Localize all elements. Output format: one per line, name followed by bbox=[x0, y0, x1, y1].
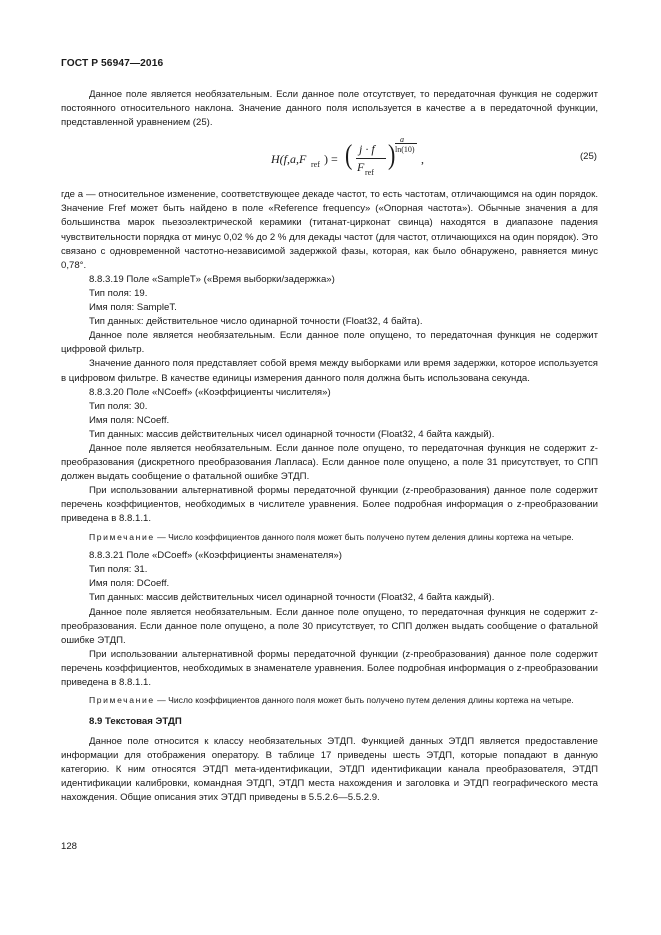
field-name: Имя поля: DCoeff. bbox=[89, 578, 170, 590]
paragraph: Данное поле является необязательным. Если данное поле опущено, то передаточная функция не содержит z-преобразования (дискретного преобразования Лапласа). Если данное поле опущено, а поле 31 присутствует, то СПП должен выдать сообщение о фатальной ошибке ЭТДП. bbox=[61, 442, 598, 483]
paragraph: Данное поле является необязательным. Если данное поле опущено, то передаточная функция не содержит цифровой фильтр. bbox=[61, 330, 598, 356]
paragraph: При использовании альтернативной формы передаточной функции (z-преобразования) данное поле содержит перечень коэффициентов, необходимых в знаменателе уравнения. Более подробная информация о z-преобразовании приведена в 8.8.1.1. bbox=[61, 648, 598, 688]
equation-25 bbox=[61, 130, 598, 188]
paragraph: При использовании альтернативной формы передаточной функции (z-преобразования) данное поле содержит перечень коэффициентов, необходимых в числителе уравнения. Более подробная информация о z-преобразовании приведена в 8.8.1.1. bbox=[61, 485, 598, 525]
paragraph: Значение данного поля представляет собой время между выборками или время задержки, которое используется в цифровом фильтре. В качестве единицы измерения данного поля должна быть использована секунда. bbox=[61, 358, 598, 384]
section-heading: 8.8.3.19 Поле «SampleT» («Время выборки/задержка») bbox=[89, 273, 335, 285]
data-type: Тип данных: массив действительных чисел одинарной точности (Float32, 4 байта каждый). bbox=[89, 428, 495, 440]
field-name: Имя поля: NCoeff. bbox=[89, 414, 170, 426]
fraction-denominator-subscript: ref bbox=[365, 168, 374, 178]
page-number: 128 bbox=[61, 841, 78, 852]
note-label: Примечание bbox=[89, 531, 155, 542]
page-body bbox=[61, 88, 598, 805]
paragraph: Данное поле относится к классу необязательных ЭТДП. Функцией данных ЭТДП является предоставление информации для отображения оператору. В таблице 17 приведены шесть ЭТДП, которые попадают в данную категорию. К ним относятся ЭТДП мета-идентификации, ЭТДП идентификации канала преобразователя, ЭТДП идентификации калибровки, командная ЭТДП, ЭТДП места нахождения и заголовка и ЭТДП географического места нахождения. Общие описания этих ЭТДП приведены в 5.5.2.6—5.5.2.9. bbox=[61, 735, 598, 804]
paragraph: Данное поле является необязательным. Если данное поле отсутствует, то передаточная функция не содержит постоянного относительного наклона. Значение данного поля используется в качестве a в передаточной функции, представленной уравнением (25). bbox=[61, 89, 598, 129]
section-heading: 8.8.3.21 Поле «DCoeff» («Коэффициенты знаменателя») bbox=[89, 550, 342, 562]
section-heading: 8.8.3.20 Поле «NCoeff» («Коэффициенты числителя») bbox=[89, 386, 331, 398]
fraction-numerator: j · f bbox=[359, 142, 375, 157]
field-type: Тип поля: 19. bbox=[89, 287, 148, 299]
data-type: Тип данных: массив действительных чисел одинарной точности (Float32, 4 байта каждый). bbox=[89, 592, 495, 604]
exponent-numerator: a bbox=[400, 135, 404, 145]
exponent-denominator: ln(10) bbox=[395, 145, 415, 155]
note bbox=[61, 531, 598, 544]
note-text: — Число коэффициентов данного поля может быть получено путем деления длины кортежа на четыре. bbox=[154, 695, 574, 706]
field-name: Имя поля: SampleT. bbox=[89, 302, 177, 314]
field-type: Тип поля: 30. bbox=[89, 400, 148, 412]
document-header: ГОСТ Р 56947—2016 bbox=[61, 58, 164, 69]
equation-lhs-subscript: ref bbox=[311, 160, 320, 170]
paragraph: где a — относительное изменение, соответствующее декаде частот, то есть частотам, отличающимся на один порядок. Значение Fref может быть найдено в поле «Reference frequency» («Опорная частота»). Обычные значения a для большинства марок пьезоэлектрической керамики (титанат-цирконат свинца) находятся в диапазоне падения чувствительности порядка от минус 0,02 % до 2 % для декады частот (для частот, отличающихся на один порядок). Это связано с одновременной частотно-независимой задержкой фазы, которая, как было обнаружено, равняется минус 0,78°. bbox=[61, 189, 598, 271]
left-paren: ( bbox=[345, 138, 353, 171]
note bbox=[61, 694, 598, 707]
equation-trail: , bbox=[421, 152, 424, 167]
equation-lhs-close: ) = bbox=[324, 152, 338, 167]
fraction-bar bbox=[356, 158, 386, 159]
field-type: Тип поля: 31. bbox=[89, 564, 148, 576]
section-title: 8.9 Текстовая ЭТДП bbox=[89, 715, 182, 727]
equation-lhs: H(f,a,F bbox=[271, 152, 307, 167]
data-type: Тип данных: действительное число одинарной точности (Float32, 4 байта). bbox=[89, 316, 423, 328]
right-paren: ) bbox=[388, 138, 396, 171]
note-text: — Число коэффициентов данного поля может быть получено путем деления длины кортежа на четыре. bbox=[154, 531, 574, 542]
note-label: Примечание bbox=[89, 695, 155, 706]
paragraph: Данное поле является необязательным. Если данное поле опущено, то передаточная функция не содержит z-преобразования. Если данное поле опущено, а поле 30 присутствует, то СПП должен выдать сообщение о фатальной ошибке ЭТДП. bbox=[61, 606, 598, 646]
fraction-denominator: F bbox=[357, 160, 365, 175]
equation-number: (25) bbox=[579, 151, 597, 163]
